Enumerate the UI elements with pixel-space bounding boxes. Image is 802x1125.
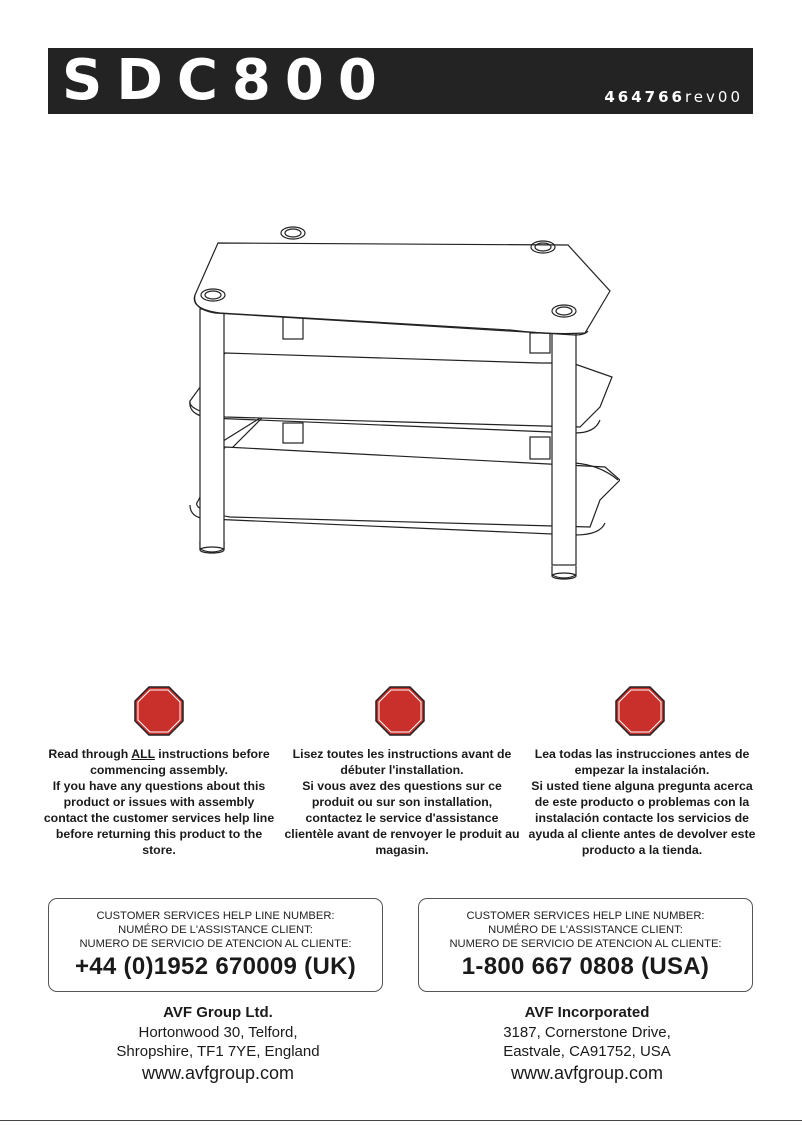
front-pole-right	[552, 325, 576, 565]
arretez-sign-label	[375, 0, 425, 50]
address-usa-line2: Eastvale, CA91752, USA	[503, 1043, 671, 1060]
address-usa-line1: 3187, Cornerstone Drive,	[503, 1024, 671, 1041]
stop-sign-icon	[134, 686, 184, 736]
warning-english	[41, 746, 277, 858]
address-uk	[58, 1003, 378, 1084]
bottom-divider	[0, 1120, 802, 1121]
top-shelf	[194, 243, 610, 334]
helpline-usa-label-fr: NUMÉRO DE L'ASSISTANCE CLIENT:	[488, 924, 683, 936]
helpline-uk-phone[interactable]: +44 (0)1952 670009 (UK)	[74, 953, 357, 980]
helpline-uk-label-fr: NUMÉRO DE L'ASSISTANCE CLIENT:	[118, 924, 313, 936]
code-number: 464766	[604, 88, 685, 106]
helpline-uk-label-en: CUSTOMER SERVICES HELP LINE NUMBER:	[96, 910, 335, 922]
warning-english-line2: If you have any questions about this product or issues with assembly contact the customer services help line before returning this product to the store.	[43, 779, 275, 857]
alto-sign-icon	[615, 686, 665, 736]
warning-french-line2: Si vous avez des questions sur ce produit ou sur son installation, contactez le service d'assistance clientèle avant de renvoyer le produit au magasin.	[284, 779, 520, 857]
title-bar	[48, 48, 753, 114]
stop-sign-label: STOP	[138, 16, 180, 34]
arretez-line2: -VOUS	[385, 25, 415, 35]
front-pole-left	[200, 309, 224, 549]
address-usa-company: AVF Incorporated	[524, 1004, 650, 1021]
warning-spanish-line1: Lea todas las instrucciones antes de empezar la instalación.	[534, 747, 750, 777]
helpline-uk-label-es: NUMERO DE SERVICIO DE ATENCION AL CLIENTE:	[79, 938, 352, 950]
helpline-usa-label-en: CUSTOMER SERVICES HELP LINE NUMBER:	[466, 910, 705, 922]
address-uk-line1: Hortonwood 30, Telford,	[138, 1024, 298, 1041]
middle-shelf	[190, 353, 612, 427]
address-usa	[427, 1003, 747, 1084]
helpline-usa-phone[interactable]: 1-800 667 0808 (USA)	[461, 953, 710, 980]
arretez-sign-icon	[375, 686, 425, 736]
warning-french-line1: Lisez toutes les instructions avant de débuter l'installation.	[292, 747, 512, 777]
address-uk-website[interactable]: www.avfgroup.com	[141, 1063, 295, 1083]
address-uk-line2: Shropshire, TF1 7YE, England	[116, 1043, 320, 1060]
model-number: SDC800	[62, 48, 391, 113]
warning-spanish-line2: Si usted tiene alguna pregunta acerca de este producto o problemas con la instalación contacte los servicios de ayuda al cliente antes de devolver este producto a la tienda.	[528, 779, 756, 857]
alto-sign-label: ALTO	[620, 16, 660, 34]
code-revision: rev00	[684, 88, 743, 106]
document-code	[604, 88, 743, 106]
address-usa-website[interactable]: www.avfgroup.com	[510, 1063, 664, 1083]
warning-english-line1: Read through ALL instructions before commencing assembly.	[48, 747, 270, 777]
back-pole-right-upper	[530, 333, 550, 353]
warning-spanish	[524, 746, 760, 858]
address-uk-company: AVF Group Ltd.	[163, 1004, 273, 1021]
tv-stand-illustration	[180, 205, 620, 590]
back-pole-left-lower	[283, 423, 303, 443]
arretez-line1: ARRETEZ	[378, 14, 422, 24]
back-pole-right-lower	[530, 437, 550, 459]
helpline-usa-label-es: NUMERO DE SERVICIO DE ATENCION AL CLIENTE:	[449, 938, 722, 950]
back-pole-left-upper	[283, 317, 303, 339]
warning-french	[284, 746, 520, 858]
helpline-uk	[48, 898, 383, 992]
foot-right	[552, 566, 576, 578]
helpline-usa	[418, 898, 753, 992]
